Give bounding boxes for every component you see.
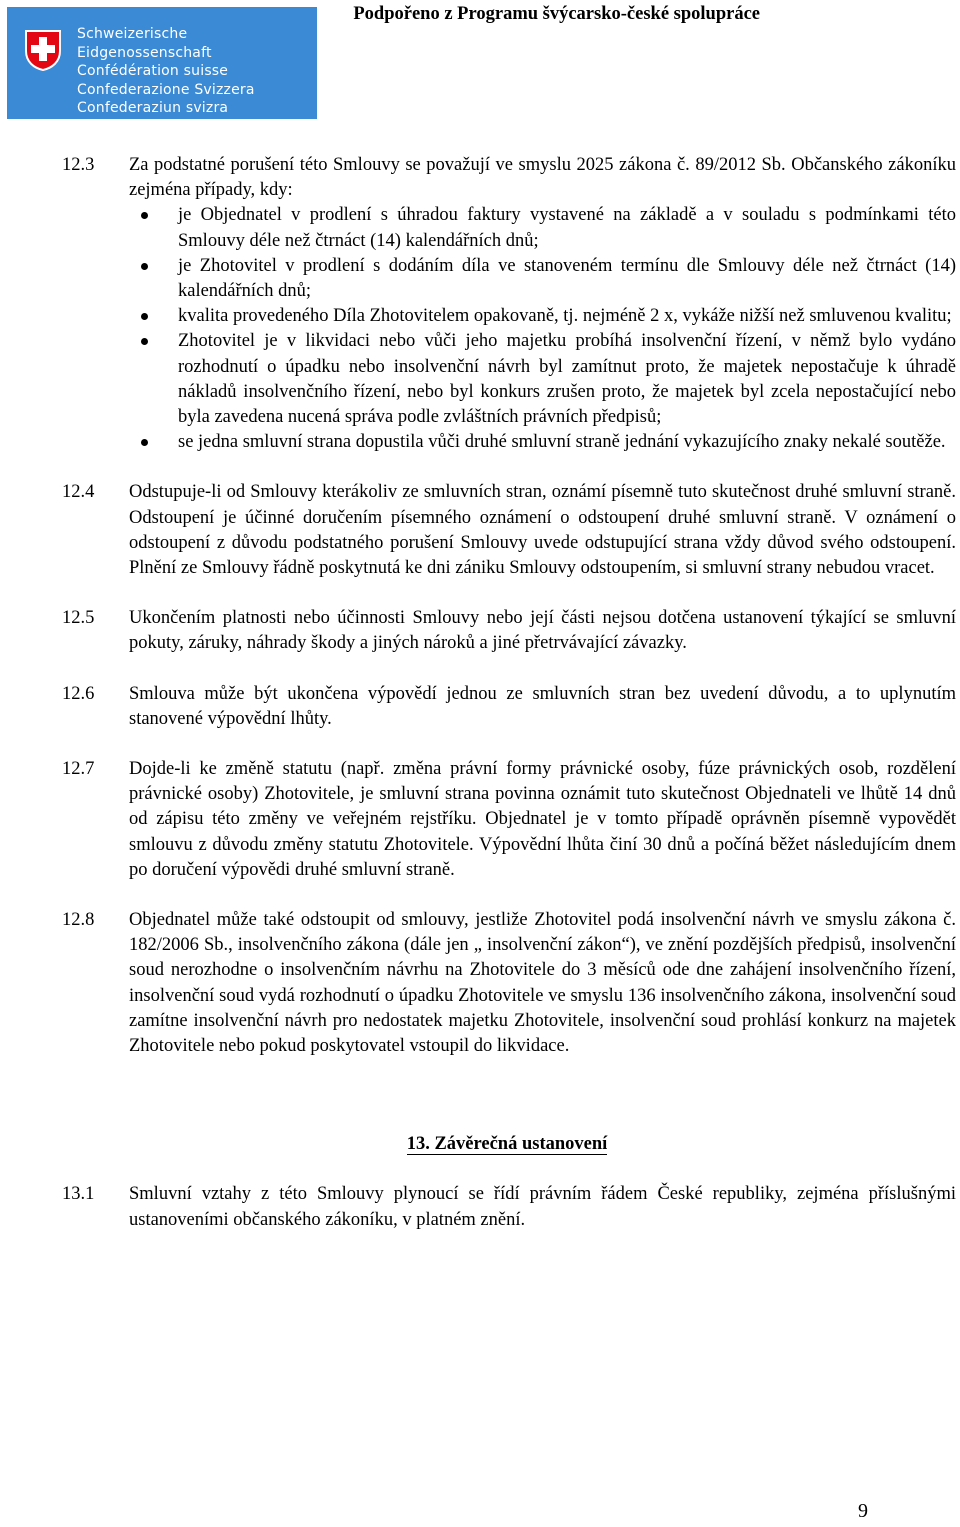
section-12-5	[0, 606, 960, 656]
section-text: Objednatel může také odstoupit od smlouvy, jestliže Zhotovitel podá insolvenční návrh ve smyslu zákona č. 182/2006 Sb., insolvenčního zákona (dále jen „ insolvenční zákon“), ve znění pozdějších předpisů, insolvenční soud nerozhodne o insolvenčním návrhu na Zhotovitele do 3 měsíců ode dne zahájení insolvenčního řízení, insolvenční soud vydá rozhodnutí o úpadku Zhotovitele ve smyslu 136 insolvenčního zákona, insolvenční soud zamítne insolvenční návrh pro nedostatek majetku Zhotovitele, insolvenční soud prohlásí konkurz na majetek Zhotovitele nebo pokud poskytovatel vstoupil do likvidace.	[129, 910, 956, 1057]
swiss-cross-icon	[24, 29, 62, 71]
section-text: Ukončením platnosti nebo účinnosti Smlouvy nebo její části nejsou dotčena ustanovení týkající se smluvní pokuty, záruky, náhrady škody a jiných nároků a jiné přetrvávající závazky.	[129, 608, 956, 654]
section-number: 12.7	[62, 759, 95, 780]
list-item: Zhotovitel je v likvidaci nebo vůči jeho majetku probíhá insolvenční řízení, v němž bylo vydáno rozhodnutí o úpadku nebo insolvenční návrh byl zamítnut proto, že majetek nepostačuje k úhradě nákladů insolvenčního řízení, nebo byl konkurs zrušen proto, že majetek byl zcela nepostačující nebo byla zavedena nucená správa podle zvláštních právních předpisů;	[129, 329, 956, 430]
heading-text: 13. Závěrečná ustanovení	[406, 1134, 608, 1155]
logo-line-rm: Confederaziun svizra	[77, 100, 229, 116]
section-number: 12.3	[62, 155, 95, 175]
list-item: se jedna smluvní strana dopustila vůči druhé smluvní straně jednání vykazujícího znaky nekalé soutěže.	[129, 430, 956, 455]
section-heading	[0, 1132, 960, 1157]
section-number: 12.5	[62, 608, 95, 629]
section-12-7	[0, 757, 960, 883]
section-12-8	[0, 908, 960, 1059]
list-item: kvalita provedeného Díla Zhotovitelem opakovaně, tj. nejméně 2 x, vykáže nižší než smluvenou kvalitu;	[129, 304, 956, 329]
section-12-3	[0, 153, 960, 455]
section-13-1	[0, 1182, 960, 1232]
logo-line-de: Schweizerische Eidgenossenschaft	[77, 26, 212, 61]
section-number: 12.6	[62, 683, 95, 704]
swiss-confederation-logo	[7, 7, 317, 119]
page-number: 9	[858, 1500, 868, 1522]
section-text: Za podstatné porušení této Smlouvy se považují ve smyslu 2025 zákona č. 89/2012 Sb. Občanského zákoníku zejména případy, kdy:	[129, 155, 956, 201]
section-number: 12.8	[62, 910, 95, 931]
section-text: Dojde-li ke změně statutu (např. změna právní formy právnické osoby, fúze právnických osob, rozdělení právnické osoby) Zhotovitele, je smluvní strana povinna oznámit tuto skutečnost Objednateli ve lhůtě 14 dnů od zápisu této změny ve veřejném rejstříku. Objednatel je v tomto případě oprávněn písemně vypovědět smlouvu z důvodu změny statutu Zhotovitele. Výpovědní lhůta činí 30 dnů a počíná běžet následujícím dnem po doručení výpovědi druhé smluvní straně.	[129, 759, 956, 880]
document-body	[0, 153, 960, 1233]
section-text: Smluvní vztahy z této Smlouvy plynoucí se řídí právním řádem České republiky, zejména příslušnými ustanoveními občanského zákoníku, v platném znění.	[129, 1184, 956, 1230]
list-item: je Zhotovitel v prodlení s dodáním díla ve stanoveném termínu dle Smlouvy déle než čtrnáct (14) kalendářních dnů;	[129, 254, 956, 304]
logo-text	[77, 25, 317, 118]
logo-line-it: Confederazione Svizzera	[77, 81, 255, 98]
logo-line-fr: Confédération suisse	[77, 63, 229, 79]
section-12-4	[0, 480, 960, 581]
section-12-6	[0, 682, 960, 732]
section-text: Odstupuje-li od Smlouvy kterákoliv ze smluvních stran, oznámí písemně tuto skutečnost druhé smluvní straně. Odstoupení je účinné doručením písemného oznámení o odstoupení druhé smluvní straně. V oznámení o odstoupení z důvodu podstatného porušení Smlouvy uvede odstupující strana vždy důvod svého odstoupení. Plnění ze Smlouvy řádně poskytnutá ke dni zániku Smlouvy odstoupením, si smluvní strany nebudou vracet.	[129, 482, 956, 579]
list-item: je Objednatel v prodlení s úhradou faktury vystavené na základě a v souladu s podmínkami této Smlouvy déle než čtrnáct (14) kalendářních dnů;	[129, 203, 956, 253]
header-note: Podpořeno z Programu švýcarsko-české spolupráce	[353, 4, 760, 24]
section-number: 12.4	[62, 482, 95, 503]
section-number: 13.1	[62, 1184, 95, 1205]
bullet-list	[129, 203, 956, 455]
section-text: Smlouva může být ukončena výpovědí jednou ze smluvních stran bez uvedení důvodu, a to uplynutím stanovené výpovědní lhůty.	[129, 683, 956, 729]
